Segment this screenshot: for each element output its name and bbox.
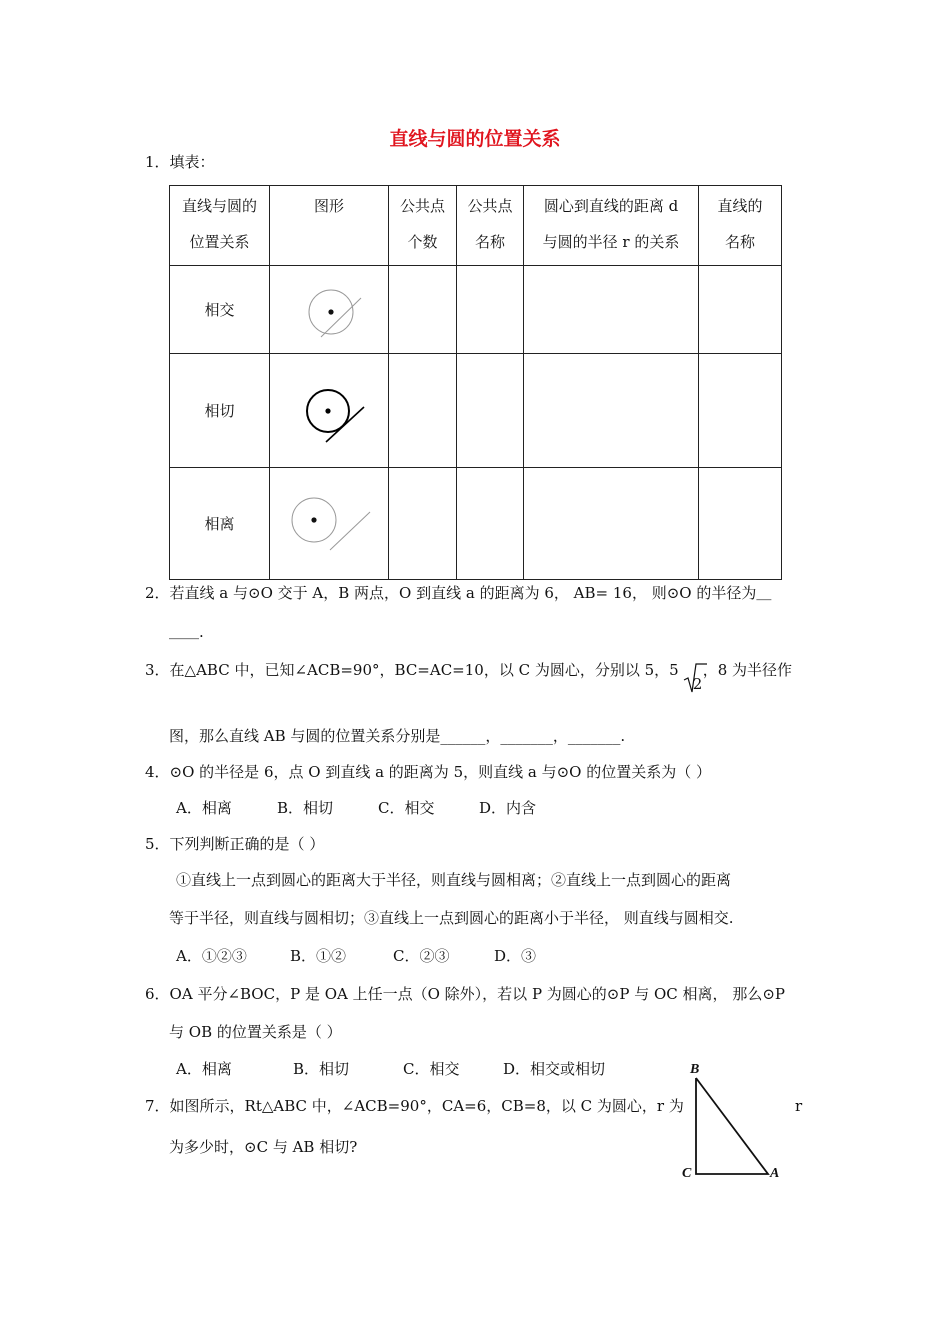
header-figure: 图形 (270, 186, 389, 266)
circle-line-tangent-icon (289, 378, 369, 444)
header-point-count: 公共点 个数 (389, 186, 457, 266)
q2-line1: 2．若直线 a 与⊙O 交于 A，B 两点，O 到直线 a 的距离为 6， AB= 16， 则⊙O 的半径为＿ (145, 584, 772, 602)
q6-line2: 与 OB 的位置关系是（ ） (169, 1023, 342, 1041)
circle-line-intersect-icon (289, 280, 369, 340)
q5-stem: 5．下列判断正确的是（ ） (145, 835, 325, 853)
q4-option-d: D．内含 (479, 799, 537, 817)
header-point-name: 公共点 名称 (457, 186, 524, 266)
q7-line1: 7．如图所示，Rt△ABC 中，∠ACB=90°，CA=6，CB=8，以 C 为圆心，r 为 (145, 1097, 684, 1115)
q3-line2: 图，那么直线 AB 与圆的位置关系分别是______，_______，_______. (169, 727, 626, 745)
relation-cell: 相交 (170, 266, 270, 354)
vertex-label-a: A (770, 1166, 780, 1181)
q4-stem: 4．⊙O 的半径是 6，点 O 到直线 a 的距离为 5，则直线 a 与⊙O 的位置关系为（ ） (145, 763, 711, 781)
q5-option-c: C．②③ (393, 947, 450, 965)
q4-option-c: C．相交 (378, 799, 435, 817)
table-row (170, 468, 782, 580)
table-row (170, 266, 782, 354)
header-relation: 直线与圆的 位置关系 (170, 186, 270, 266)
q5-line1: ①直线上一点到圆心的距离大于半径，则直线与圆相离；②直线上一点到圆心的距离 (176, 871, 732, 889)
right-triangle-figure (682, 1062, 792, 1190)
table-header-row (170, 186, 782, 266)
q2-line2: ＿＿. (169, 623, 204, 641)
vertex-label-c: C (682, 1166, 692, 1181)
q6-line1: 6．OA 平分∠BOC，P 是 OA 上任一点（O 除外），若以 P 为圆心的⊙P 与 OC 相离， 那么⊙P (145, 985, 785, 1003)
q7-line1-tail: r (795, 1097, 803, 1115)
q4-option-b: B．相切 (277, 799, 334, 817)
q6-option-c: C．相交 (403, 1060, 460, 1078)
q5-option-b: B．①② (290, 947, 347, 965)
sqrt-symbol: 2 (679, 660, 703, 680)
q6-option-a: A．相离 (176, 1060, 232, 1078)
header-line-name: 直线的 名称 (699, 186, 782, 266)
page-title: 直线与圆的位置关系 (389, 128, 561, 150)
relation-table (169, 185, 782, 580)
header-distance-relation: 圆心到直线的距离 d 与圆的半径 r 的关系 (524, 186, 699, 266)
q6-option-d: D．相交或相切 (503, 1060, 606, 1078)
q3-line1: 3．在△ABC 中，已知∠ACB=90°，BC=AC=10，以 C 为圆心，分别以 5，5 2 ，8 为半径作 (145, 661, 793, 693)
q1-label: 1．填表： (145, 153, 215, 171)
q4-option-a: A．相离 (176, 799, 232, 817)
q7-line2: 为多少时，⊙C 与 AB 相切? (169, 1138, 358, 1156)
q5-line2: 等于半径，则直线与圆相切；③直线上一点到圆心的距离小于半径， 则直线与圆相交. (169, 909, 734, 927)
q6-option-b: B．相切 (293, 1060, 350, 1078)
q5-option-a: A．①②③ (176, 947, 247, 965)
q5-option-d: D．③ (494, 947, 537, 965)
relation-cell: 相切 (170, 354, 270, 468)
table-row (170, 354, 782, 468)
relation-cell: 相离 (170, 468, 270, 580)
circle-line-separate-icon (284, 494, 374, 554)
vertex-label-b: B (690, 1062, 700, 1077)
